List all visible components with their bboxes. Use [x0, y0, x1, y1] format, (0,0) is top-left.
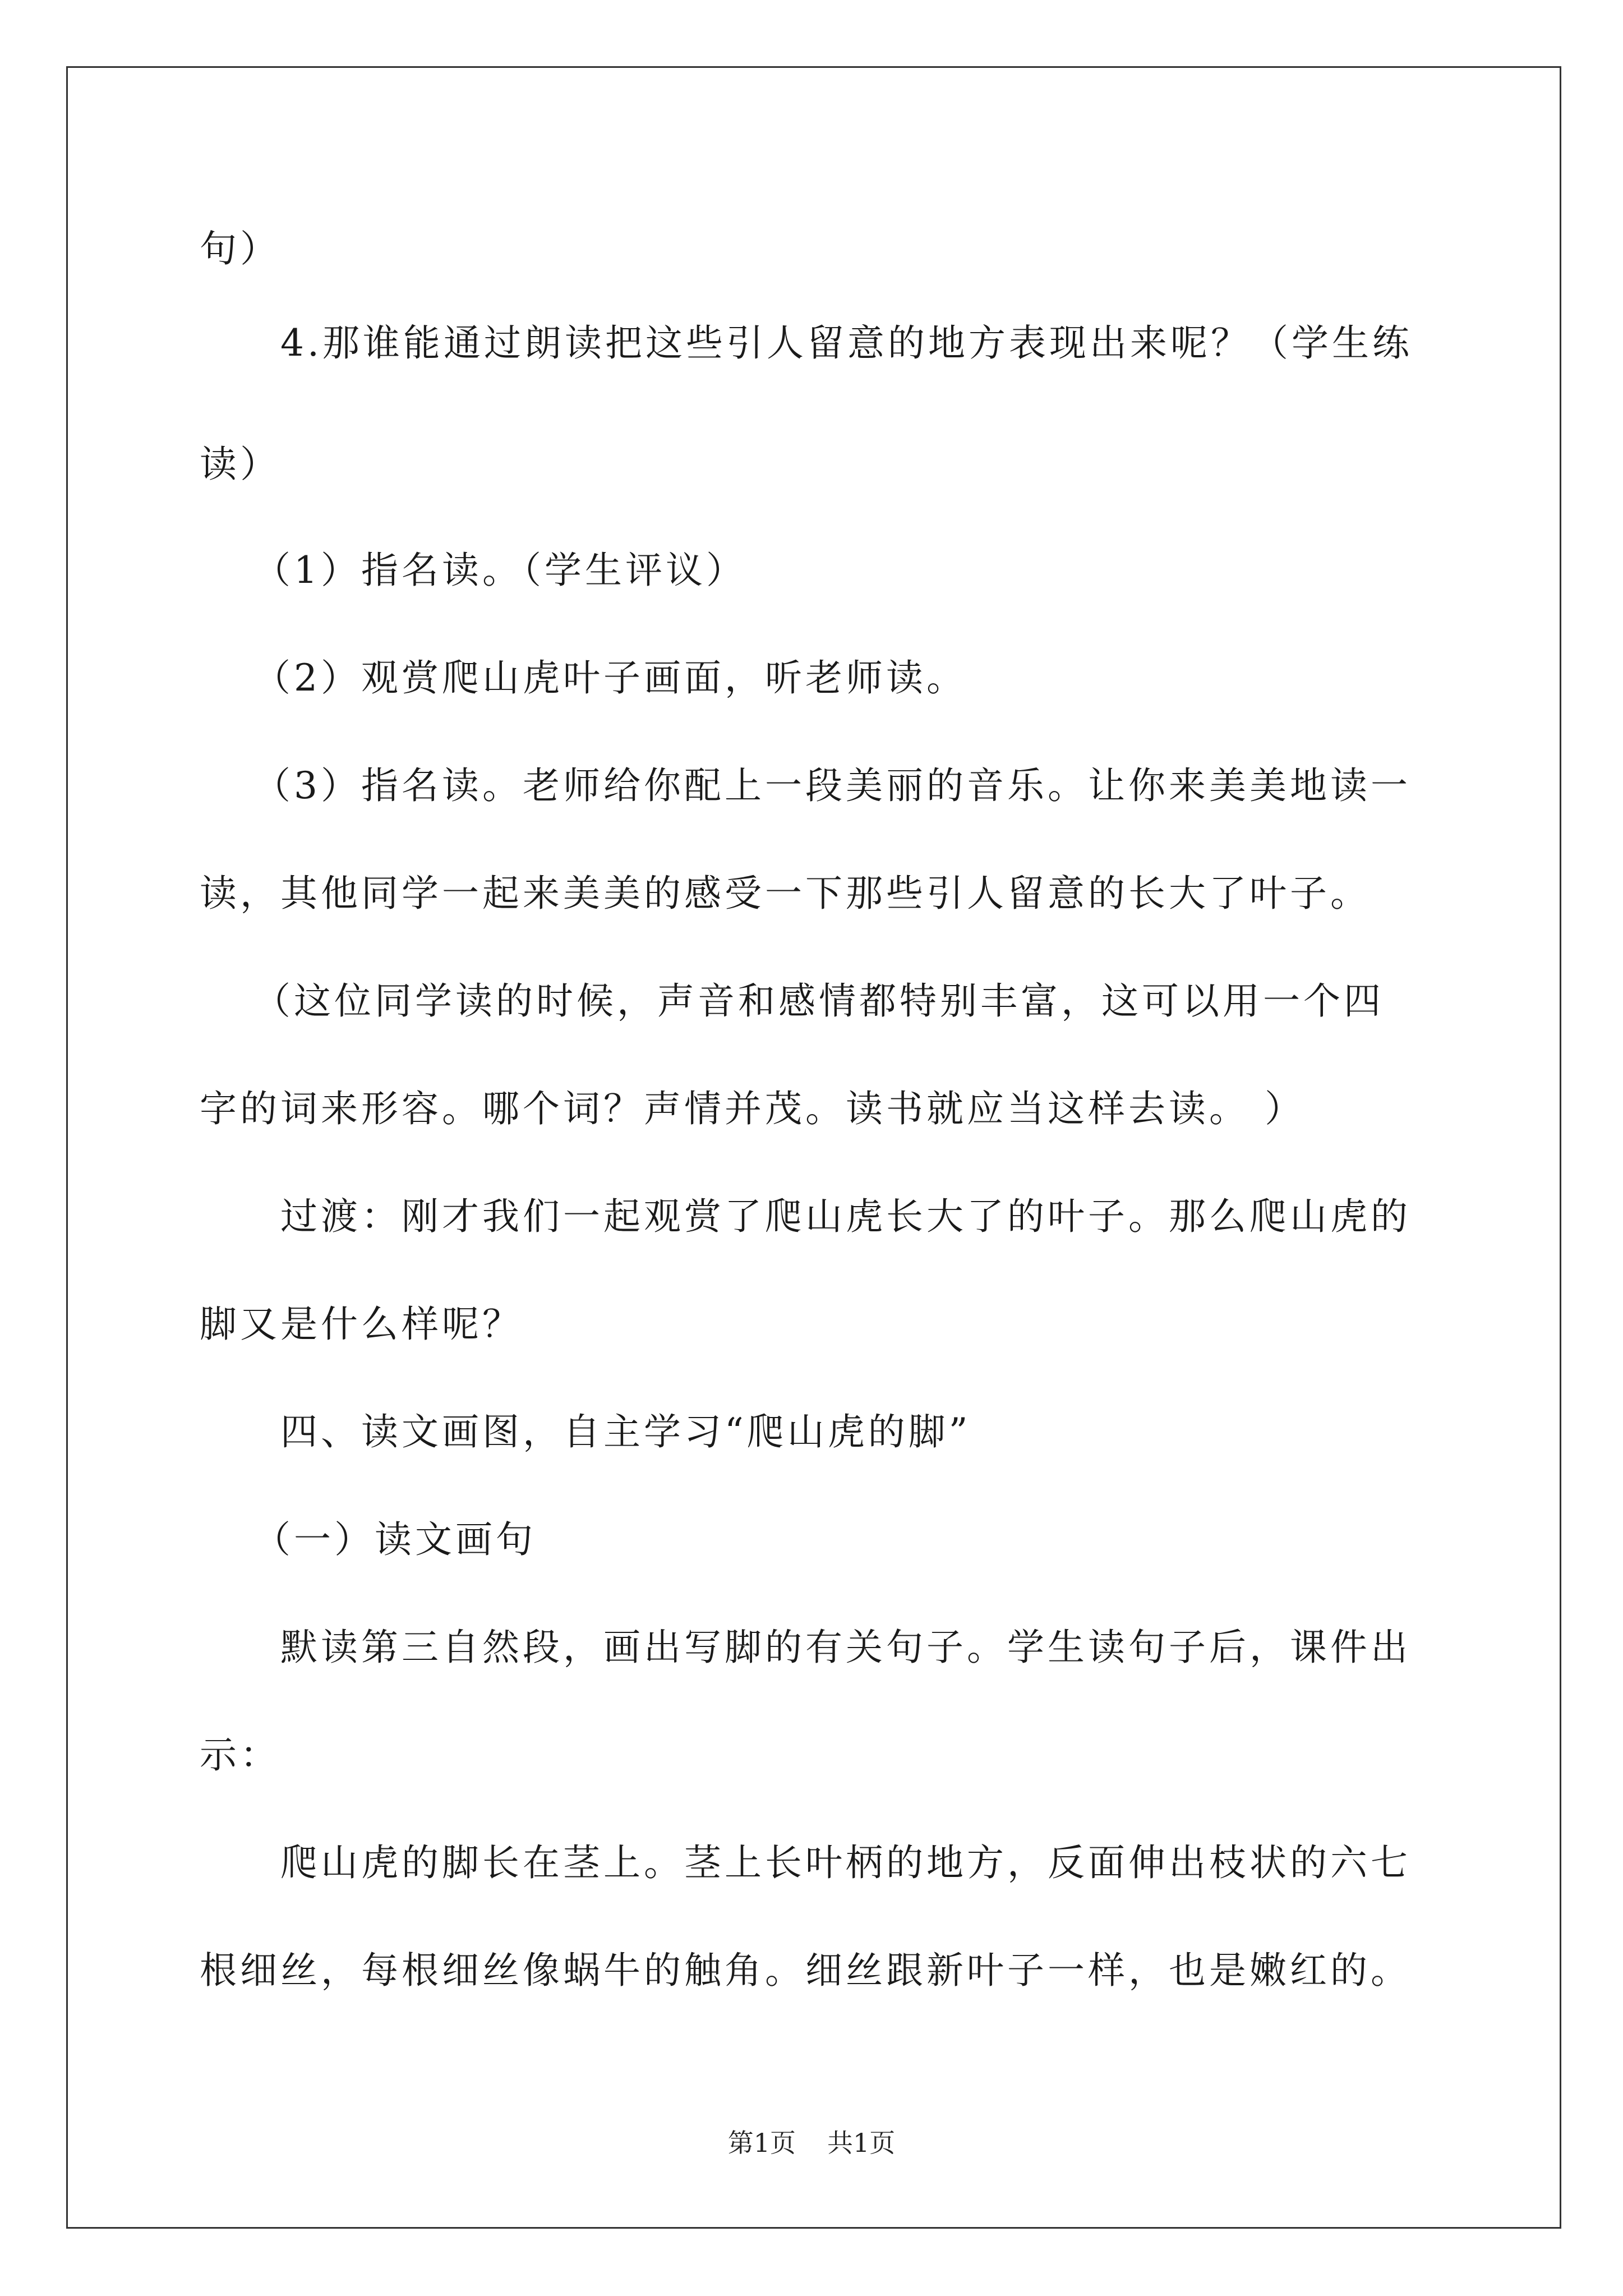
text-line: （1）指名读。（学生评议） [253, 549, 746, 592]
quote-line: 根细丝，每根细丝像蜗牛的触角。细丝跟新叶子一样，也是嫩红的。 [200, 1949, 1411, 1992]
page-footer [0, 2126, 1623, 2160]
text-line: 读） [200, 443, 280, 486]
text-line: 默读第三自然段，画出写脚的有关句子。学生读句子后，课件出 [280, 1626, 1411, 1669]
text-line: 句） [200, 227, 280, 270]
text-line: 读，其他同学一起来美美的感受一下那些引人留意的长大了叶子。 [200, 872, 1371, 915]
quote-line: 爬山虎的脚长在茎上。茎上长叶柄的地方，反面伸出枝状的六七 [280, 1841, 1411, 1884]
page-border [66, 66, 1561, 2229]
text-line: 过渡：刚才我们一起观赏了爬山虎长大了的叶子。那么爬山虎的 [280, 1195, 1411, 1238]
text-line: 字的词来形容。哪个词？声情并茂。读书就应当这样去读。 ） [200, 1087, 1305, 1130]
text-line: 脚又是什么样呢？ [200, 1303, 523, 1346]
text-line: 示： [200, 1733, 280, 1777]
text-line: 4.那谁能通过朗读把这些引人留意的地方表现出来呢？（学生练 [280, 321, 1413, 365]
text-line: （2）观赏爬山虎叶子画面，听老师读。 [253, 656, 967, 700]
text-line: （这位同学读的时候，声音和感情都特别丰富，这可以用一个四 [253, 979, 1384, 1023]
section-heading: 四、读文画图，自主学习“爬山虎的脚” [280, 1410, 971, 1453]
page-number: 第1页 [727, 2128, 796, 2158]
page-total: 共1页 [827, 2128, 896, 2158]
text-line: （3）指名读。老师给你配上一段美丽的音乐。让你来美美地读一 [253, 764, 1411, 807]
subsection-heading: （一）读文画句 [253, 1518, 536, 1561]
